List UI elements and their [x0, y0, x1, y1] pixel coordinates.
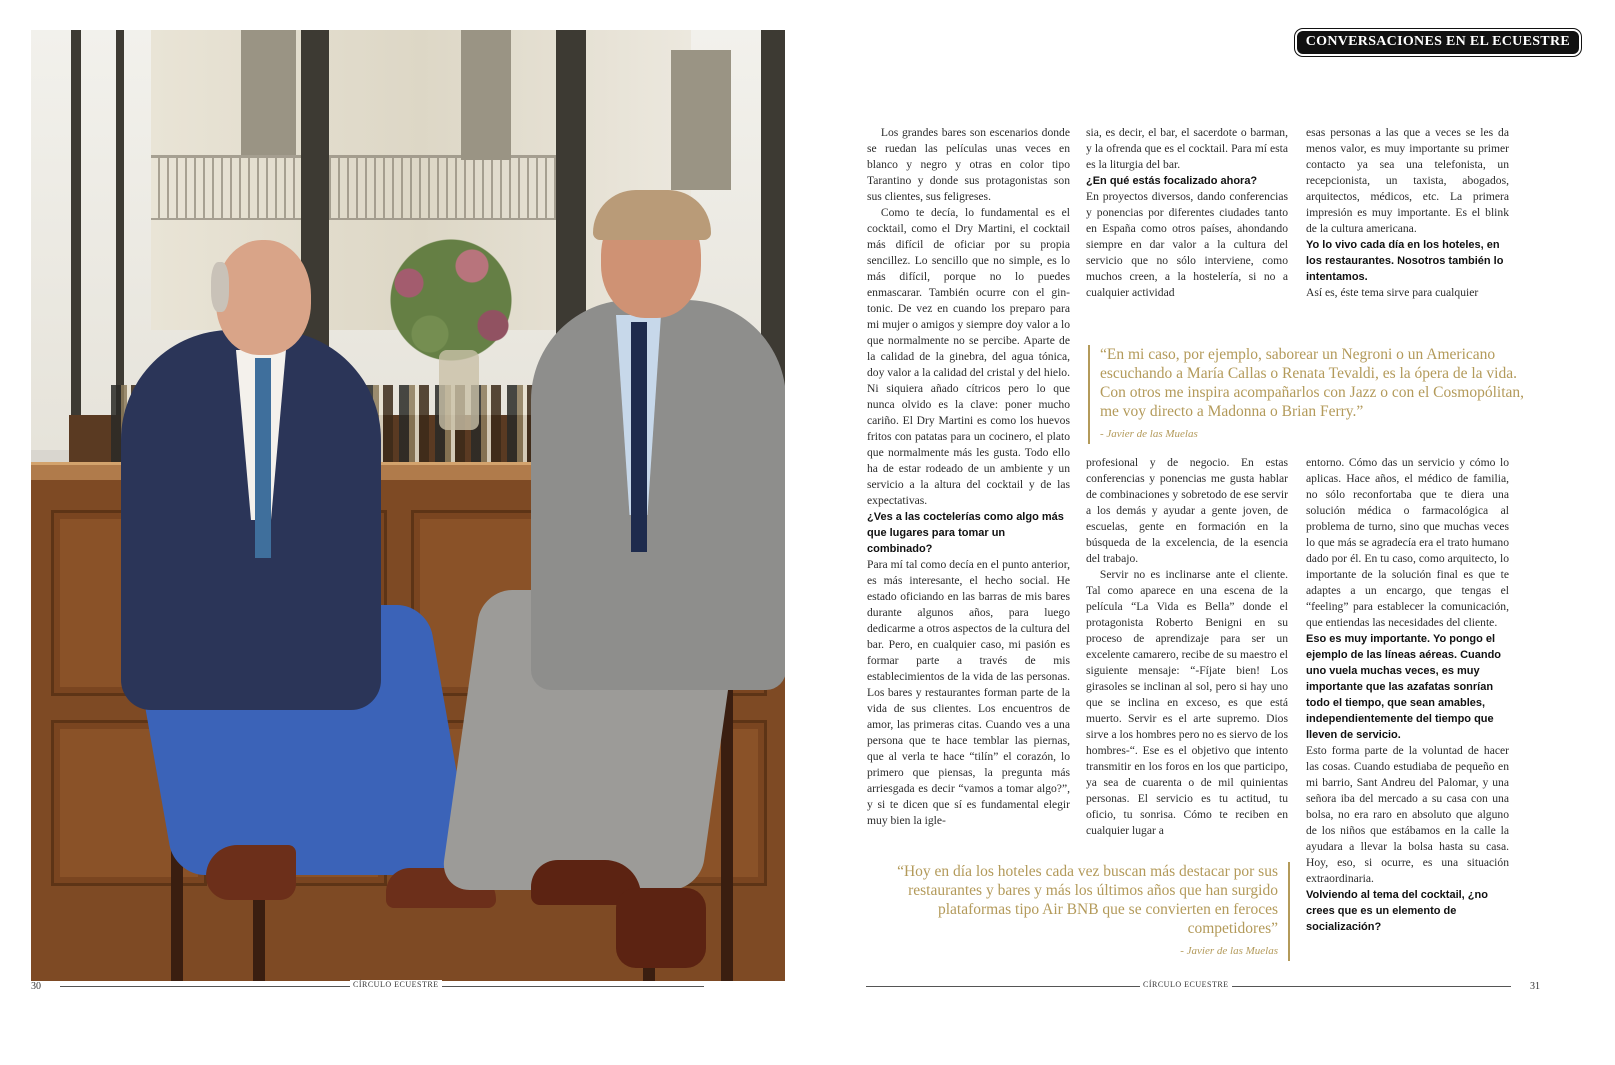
question: ¿Ves a las coctelerías como algo más que lugares para tomar un combinado?	[867, 511, 1064, 555]
bar-photo	[31, 30, 785, 981]
text-column-3-top	[1306, 125, 1509, 301]
question: Eso es muy importante. Yo pongo el ejemplo de las líneas aéreas. Cuando uno vuela muchas veces, es muy importante que las azafatas sonrían todo el tiempo, que sean amables, independientemente del tiempo que lleven de servicio.	[1306, 633, 1502, 741]
question: ¿En qué estás focalizado ahora?	[1086, 175, 1258, 187]
balcony-railing	[151, 155, 571, 220]
window-pane	[671, 50, 731, 190]
paragraph: Los grandes bares son escenarios donde se ruedan las películas unas veces en blanco y negro y otras en color tipo Tarantino y donde sus protagonistas son sus clientes, sus feligreses.	[867, 126, 1070, 203]
page-number-right: 31	[1530, 981, 1540, 992]
paragraph: Así es, éste tema sirve para cualquier	[1306, 286, 1479, 299]
text-column-1	[867, 125, 1070, 829]
window-frame	[71, 30, 81, 450]
window-pane	[461, 30, 511, 160]
pull-quote-attribution: - Javier de las Muelas	[1180, 945, 1278, 957]
man-right-shoe	[616, 888, 706, 968]
man-left-hair	[211, 262, 229, 312]
window-pane	[241, 30, 296, 155]
pull-quote-text: “Hoy en día los hoteles cada vez buscan más destacar por sus restaurantes y bares y más los últimos años que han surgido plataformas tipo Air BNB que se convierten en feroces competidores”	[897, 863, 1278, 937]
paragraph: Esto forma parte de la voluntad de hacer las cosas. Cuando estudiaba de pequeño en mi barrio, Sant Andreu del Palomar, y una señora iba del mercado a su casa con una bolsa, no era raro en absoluto que alguno de los niños que estábamos en la calle la ayudara a llevar la bolsa hasta su casa. Hoy, eso, si ocurre, es una situación extraordinaria.	[1306, 744, 1509, 885]
man-right-tie	[631, 322, 647, 552]
paragraph: Para mí tal como decía en el punto anterior, es más interesante, el hecho social. He estado oficiando en las barras de mis bares durante algunos años, para luego dedicarme a otros aspectos de la cultura del bar. Pero, en cualquier caso, mi pasión es formar parte a través de mis establecimientos de la vida de las personas. Los bares y restaurantes forman parte de la vida de sus clientes. Los encuentros de amor, las primeras citas. Cuando ves a una persona que te hace temblar las piernas, que al verla te hace “tilín” el corazón, lo primero que piensas, la pregunta más arriesgada es decir “vamos a tomar algo?”, y si te dicen que sí es fundamental elegir muy bien la igle-	[867, 558, 1070, 827]
man-left-shoe	[206, 845, 296, 900]
paragraph: profesional y de negocio. En estas conferencias y ponencias me gusta hablar de combinaciones y sobretodo de ese servir a los demás y ayudar a gente joven, de escuelas, gente en formación en la búsqueda de la excelencia, de la esencia del trabajo.	[1086, 456, 1288, 565]
text-column-3-bottom	[1306, 455, 1509, 935]
pull-quote	[1088, 345, 1530, 444]
man-left-tie	[255, 358, 271, 558]
man-left-head	[216, 240, 311, 355]
question: Volviendo al tema del cocktail, ¿no crees que es un elemento de socialización?	[1306, 889, 1488, 933]
text-column-2-bottom	[1086, 455, 1288, 839]
pull-quote	[878, 862, 1290, 961]
right-page	[808, 0, 1615, 1065]
section-tag: CONVERSACIONES EN EL ECUESTRE	[1297, 31, 1579, 54]
footer-brand: CÍRCULO ECUESTRE	[1140, 980, 1232, 989]
text-column-2-top	[1086, 125, 1288, 301]
paragraph: esas personas a las que a veces se les da menos valor, es muy importante su primer contacto ya sea una telefonista, un recepcionista, un taxista, abogados, arquitectos, médicos, etc. La primera impresión es muy importante. Es el blink de la cultura americana.	[1306, 126, 1509, 235]
paragraph: Servir no es inclinarse ante el cliente. Tal como aparece en una escena de la película “La Vida es Bella” donde el protagonista Roberto Benigni en su proceso de aprendizaje para ser un excelente camarero, recibe de su maestro el siguiente mensaje: “-Fíjate bien! Los girasoles se inclinan al sol, pero si hay uno que se inclina en exceso, es que está muerto. Servir es el arte supremo. Dios sirve a los hombres pero no es siervo de los hombres-“. Ese es el objetivo que intento transmitir en los foros en los que participo, ya sea de cuarenta o de mil quinientas personas. El servicio es tu actitud, tu oficio, tu sonrisa. Cómo te reciben en cualquier lugar a	[1086, 568, 1288, 837]
paragraph: Como te decía, lo fundamental es el cocktail, como el Dry Martini, el cocktail más difícil de oficiar por su propia sencillez. Lo sencillo que no simple, es lo más difícil, porque no lo puedes enmascarar. También ocurre con el gin-tonic. De vez en cuando los preparo para mi mujer o amigos y siempre doy valor a lo que normalmente no se percibe. Aparte de la calidad de la ginebra, del agua tónica, doy valor a la calidad del cristal y del hielo. Ni siquiera añado cítricos pero lo que nunca olvido es la clave: poner mucho cariño. El Dry Martini es como los huevos fritos con patatas para un cocinero, el plato que normalmente más les gusta. Todo ello ha de estar rodeado de un ambiente y un servicio a la altura del cocktail y de las expectativas.	[867, 206, 1070, 507]
pull-quote-text: “En mi caso, por ejemplo, saborear un Negroni o un Americano escuchando a María Callas o Renata Tevaldi, es la ópera de la vida. Con otros me inspira acompañarlos con Jazz o con el Cosmopólitan, me voy directo a Madonna o Brian Ferry.”	[1100, 346, 1525, 420]
pull-quote-attribution: - Javier de las Muelas	[1100, 428, 1198, 440]
vase	[439, 350, 479, 430]
paragraph: sia, es decir, el bar, el sacerdote o barman, y la ofrenda que es el cocktail. Para mí esta es la liturgia del bar.	[1086, 126, 1288, 171]
question: Yo lo vivo cada día en los hoteles, en los restaurantes. Nosotros también lo intentamos.	[1306, 239, 1504, 283]
paragraph: En proyectos diversos, dando conferencias y ponencias por diferentes ciudades tanto en España como otros países, ahondando siempre en dar valor a la cultura del servicio que no sólo interviene, como muchos creen, a la hostelería, si no a cualquier actividad	[1086, 190, 1288, 299]
footer-brand: CÍRCULO ECUESTRE	[350, 980, 442, 989]
page-number-left: 30	[31, 981, 41, 992]
paragraph: entorno. Cómo das un servicio y cómo lo aplicas. Hace años, el médico de familia, no sólo reconfortaba que te diera una solución médica o farmacológica al problema de turno, sino que muchas veces lo que más se agradecía era el trato humano dado por él. En tu caso, como arquitecto, lo importante de la solución final es que te adaptes a un encargo, que tengas el “feeling” para establecer la comunicación, que entiendas las necesidades del cliente.	[1306, 456, 1509, 629]
man-right-hair	[593, 190, 711, 240]
